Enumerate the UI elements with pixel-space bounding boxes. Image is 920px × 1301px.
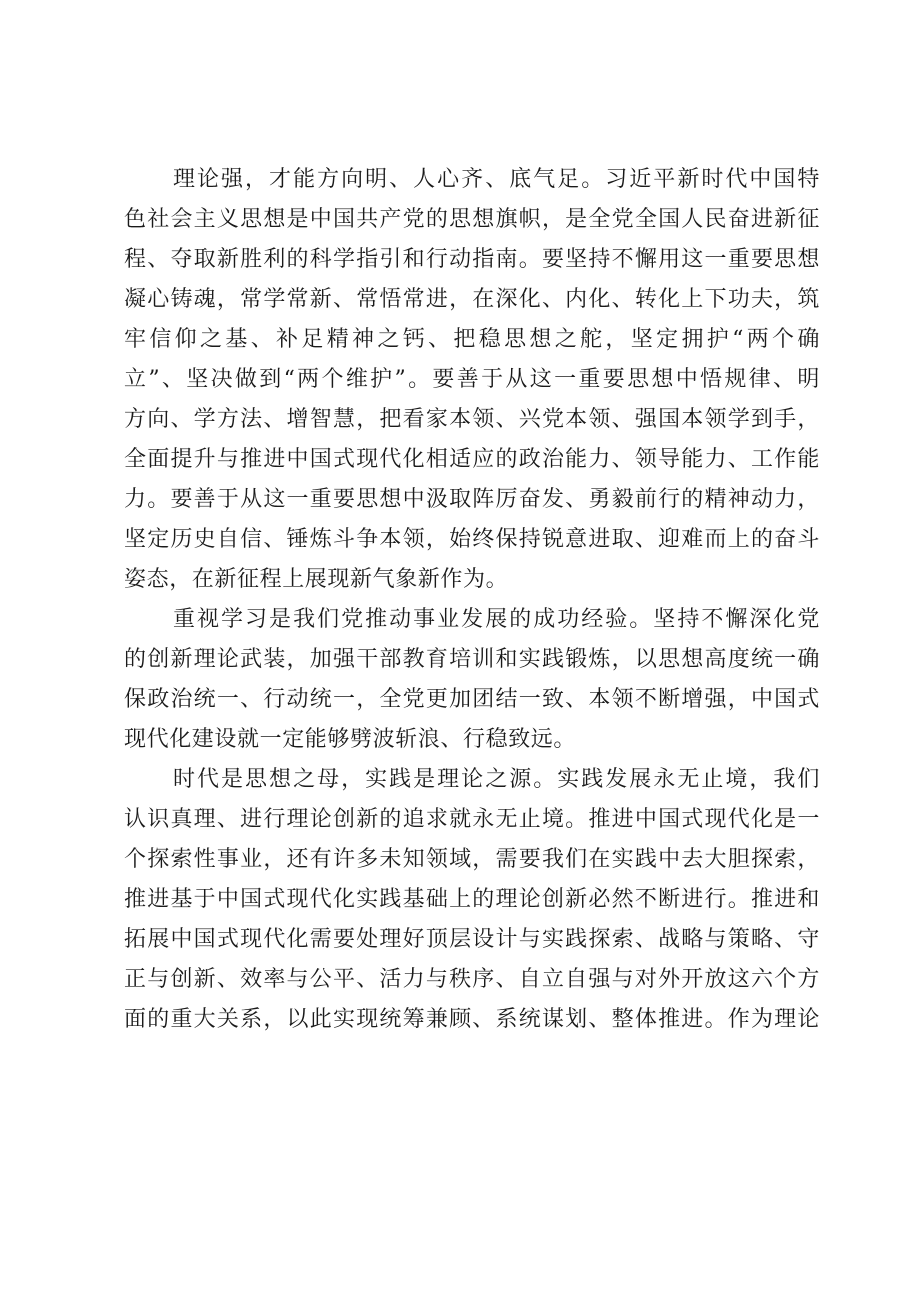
- paragraph-line: 时代是思想之母，实践是理论之源。实践发展永无止境，我们: [173, 767, 820, 792]
- paragraph-line: 姿态，在新征程上展现新气象新作为。: [124, 567, 509, 592]
- paragraph-line: 的创新理论武装，加强干部教育培训和实践锻炼，以思想高度统一确: [124, 647, 820, 672]
- paragraph-1: [124, 160, 820, 600]
- paragraph-line: 理论强，才能方向明、人心齐、底气足。习近平新时代中国特: [173, 167, 820, 192]
- paragraph-line: 凝心铸魂，常学常新、常悟常进，在深化、内化、转化上下功夫，筑: [124, 287, 820, 312]
- paragraph-2: [124, 600, 820, 760]
- paragraph-line: 程、夺取新胜利的科学指引和行动指南。要坚持不懈用这一重要思想: [124, 247, 820, 272]
- paragraph-line: 认识真理、进行理论创新的追求就永无止境。推进中国式现代化是一: [124, 807, 820, 832]
- document-body: [124, 160, 820, 1040]
- paragraph-line: 现代化建设就一定能够劈波斩浪、行稳致远。: [124, 727, 577, 752]
- paragraph-3: [124, 760, 820, 1040]
- paragraph-line: 坚定历史自信、锤炼斗争本领，始终保持锐意进取、迎难而上的奋斗: [124, 527, 820, 552]
- paragraph-line: 重视学习是我们党推动事业发展的成功经验。坚持不懈深化党: [173, 607, 820, 632]
- paragraph-line: 立”、坚决做到“两个维护”。要善于从这一重要思想中悟规律、明: [124, 367, 820, 392]
- paragraph-line: 面的重大关系，以此实现统筹兼顾、系统谋划、整体推进。作为理论: [124, 1007, 820, 1032]
- paragraph-line: 保政治统一、行动统一，全党更加团结一致、本领不断增强，中国式: [124, 687, 820, 712]
- paragraph-line: 力。要善于从这一重要思想中汲取阵厉奋发、勇毅前行的精神动力，: [124, 487, 820, 512]
- paragraph-line: 推进基于中国式现代化实践基础上的理论创新必然不断进行。推进和: [124, 887, 820, 912]
- paragraph-line: 个探索性事业，还有许多未知领域，需要我们在实践中去大胆探索，: [124, 847, 820, 872]
- paragraph-line: 全面提升与推进中国式现代化相适应的政治能力、领导能力、工作能: [124, 447, 820, 472]
- paragraph-line: 牢信仰之基、补足精神之钙、把稳思想之舵，坚定拥护“两个确: [124, 327, 820, 352]
- paragraph-line: 拓展中国式现代化需要处理好顶层设计与实践探索、战略与策略、守: [124, 927, 820, 952]
- paragraph-line: 方向、学方法、增智慧，把看家本领、兴党本领、强国本领学到手，: [124, 407, 820, 432]
- paragraph-line: 正与创新、效率与公平、活力与秩序、自立自强与对外开放这六个方: [124, 967, 820, 992]
- paragraph-line: 色社会主义思想是中国共产党的思想旗帜，是全党全国人民奋进新征: [124, 207, 820, 232]
